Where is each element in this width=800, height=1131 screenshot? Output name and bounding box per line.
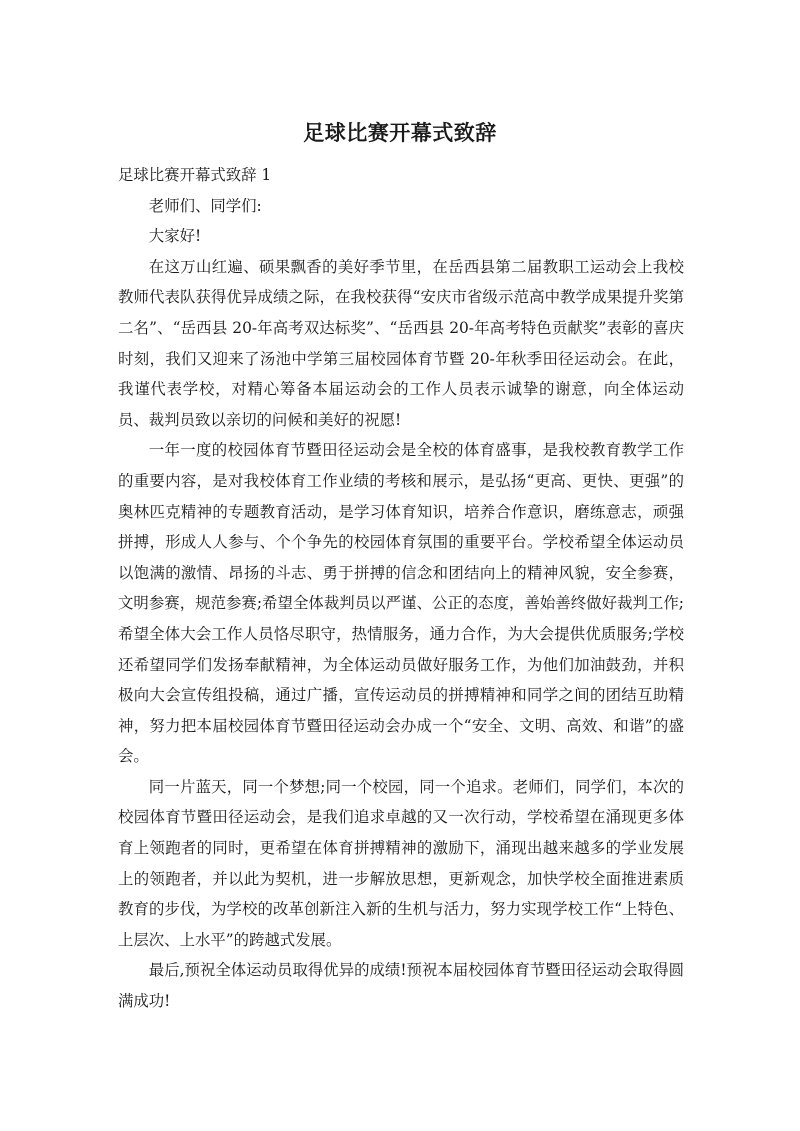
body-paragraph: 一年一度的校园体育节暨田径运动会是全校的体育盛事，是我校教育教学工作的重要内容，是对我校体育工作业绩的考核和展示，是弘扬“更高、更快、更强”的奥林匹克精神的专题教育活动，是学习体育知识，培养合作意识，磨练意志，顽强拼搏，形成人人参与、个个争先的校园体育氛围的重要平台。学校希望全体运动员以饱满的激情、昂扬的斗志、勇于拼搏的信念和团结向上的精神风貌，安全参赛，文明参赛，规范参赛;希望全体裁判员以严谨、公正的态度，善始善终做好裁判工作;希望全体大会工作人员恪尽职守，热情服务，通力合作，为大会提供优质服务;学校还希望同学们发扬奉献精神，为全体运动员做好服务工作，为他们加油鼓劲，并积极向大会宣传组投稿，通过广播，宣传运动员的拼搏精神和同学之间的团结互助精神，努力把本届校园体育节暨田径运动会办成一个“安全、文明、高效、和谐”的盛会。 — [118, 441, 684, 766]
document-body — [118, 160, 684, 1017]
body-paragraph: 同一片蓝天，同一个梦想;同一个校园，同一个追求。老师们，同学们，本次的校园体育节暨田径运动会，是我们追求卓越的又一次行动，学校希望在涌现更多体育上领跑者的同时，更希望在体育拼搏精神的激励下，涌现出越来越多的学业发展上的领跑者，并以此为契机，进一步解放思想，更新观念，加快学校全面推进素质教育的步伐，为学校的改革创新注入新的生机与活力，努力实现学校工作“上特色、上层次、上水平”的跨越式发展。 — [118, 777, 684, 949]
salutation: 老师们、同学们: — [148, 196, 262, 215]
closing-paragraph: 最后,预祝全体运动员取得优异的成绩!预祝本届校园体育节暨田径运动会取得圆满成功! — [118, 961, 684, 1011]
greeting: 大家好! — [148, 227, 202, 246]
section-heading: 足球比赛开幕式致辞 1 — [118, 166, 272, 184]
body-paragraph: 在这万山红遍、硕果飘香的美好季节里，在岳西县第二届教职工运动会上我校教师代表队获得优异成绩之际，在我校获得“安庆市省级示范高中教学成果提升奖第二名”、“岳西县 20-年高考双达标奖”、“岳西县 20-年高考特色贡献奖”表彰的喜庆时刻，我们又迎来了汤池中学第三届校园体育节暨 20-年秋季田径运动会。在此，我谨代表学校，对精心筹备本届运动会的工作人员表示诚挚的谢意，向全体运动员、裁判员致以亲切的问候和美好的祝愿! — [118, 257, 684, 429]
document-title: 足球比赛开幕式致辞 — [303, 121, 497, 145]
